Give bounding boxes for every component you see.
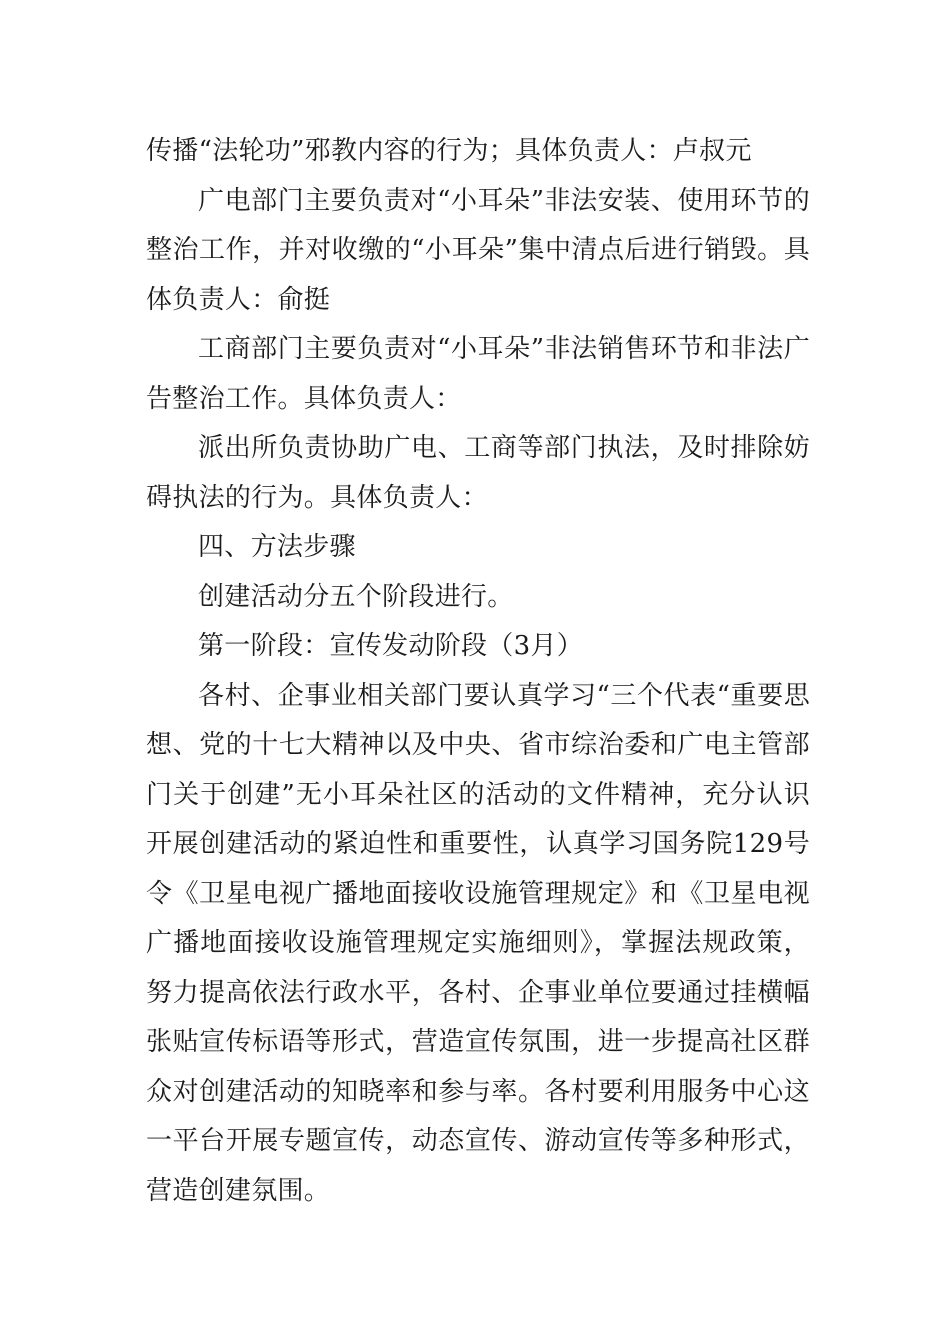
paragraph-4: 派出所负责协助广电、工商等部门执法，及时排除妨碍执法的行为。具体负责人： (146, 433, 810, 513)
paragraph-8: 各村、企事业相关部门要认真学习“三个代表“重要思想、党的十七大精神以及中央、省市综治委和广电主管部门关于创建”无小耳朵社区的活动的文件精神，充分认识开展创建活动的紧迫性和重要性，认真学习国务院129号令《卫星电视广播地面接收设施管理规定》和《卫星电视广播地面接收设施管理规定实施细则》，掌握法规政策，努力提高依法行政水平，各村、企事业单位要通过挂横幅张贴宣传标语等形式，营造宣传氛围，进一步提高社区群众对创建活动的知晓率和参与率。各村要利用服务中心这一平台开展专题宣传，动态宣传、游动宣传等多种形式，营造创建氛围。 (146, 680, 810, 1206)
paragraph-6: 创建活动分五个阶段进行。 (198, 581, 514, 612)
document-body (146, 127, 810, 1216)
paragraph-2: 广电部门主要负责对“小耳朵”非法安装、使用环节的整治工作，并对收缴的“小耳朵”集中清点后进行销毁。具体负责人：俞挺 (146, 185, 810, 315)
paragraph-1: 传播“法轮功”邪教内容的行为；具体负责人：卢叔元 (146, 136, 752, 166)
paragraph-3: 工商部门主要负责对“小耳朵”非法销售环节和非法广告整治工作。具体负责人： (146, 334, 810, 414)
section-heading: 四、方法步骤 (198, 532, 356, 562)
stage-heading: 第一阶段：宣传发动阶段（3月） (198, 631, 584, 661)
